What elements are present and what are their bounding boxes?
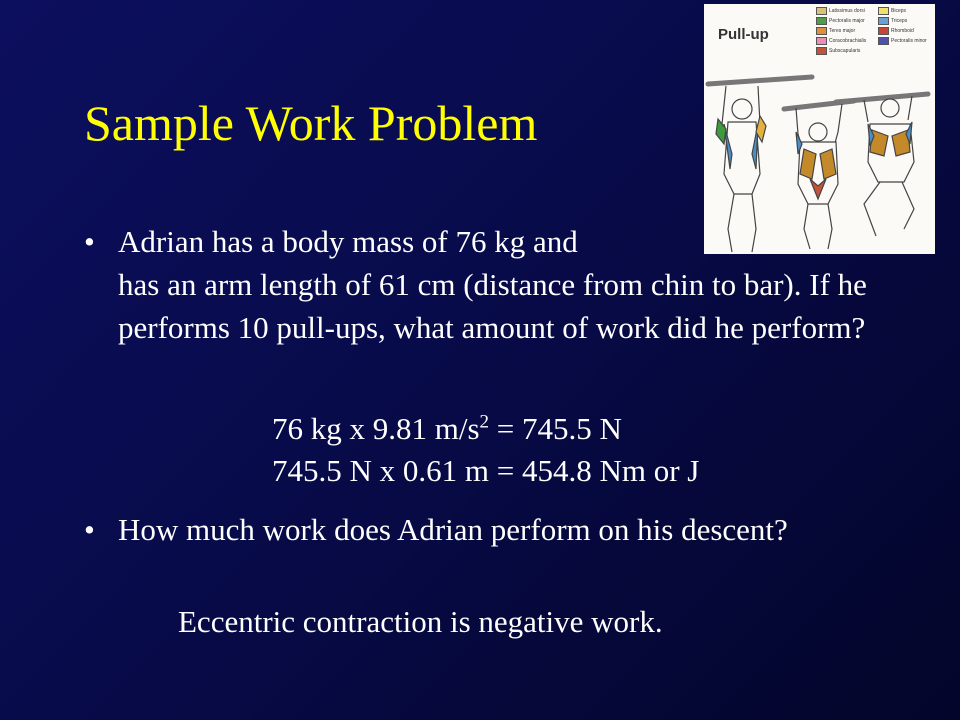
bullet-dot: •: [84, 512, 95, 547]
pull-up-bar: [836, 94, 928, 102]
calc-line-1: 76 kg x 9.81 $m/s^2 = 745.5$ N: [272, 411, 622, 446]
bullet-2-text: How much work does Adrian perform on his descent?: [118, 512, 788, 547]
pull-up-illustration: [704, 4, 935, 254]
slide-title: Sample Work Problem: [84, 95, 538, 151]
pull-up-figure: [704, 4, 935, 254]
legend-item: Subscapularis: [816, 46, 860, 55]
bullet-dot: •: [84, 224, 95, 259]
legend-item: Triceps: [878, 16, 907, 25]
legend-item: Pectoralis minor: [878, 36, 927, 45]
answer-text: Eccentric contraction is negative work.: [178, 604, 663, 639]
bullet-1-line-1: Adrian has a body mass of 76 kg and: [118, 224, 578, 259]
figure-title: Pull-up: [718, 26, 769, 43]
bullet-1-text: has an arm length of 61 cm (distance from chin to bar). If he performs 10 pull-ups, what amount of work did he perform?: [118, 267, 867, 345]
pull-up-bar: [708, 77, 812, 84]
legend-item: Pectoralis major: [816, 16, 865, 25]
exponent: 2: [479, 411, 490, 433]
legend-item: Rhomboid: [878, 26, 914, 35]
athlete-figure: [864, 96, 914, 236]
calc-line-2: 745.5 N x 0.61 m = 454.8 Nm or J: [272, 453, 700, 488]
legend-item: Teres major: [816, 26, 855, 35]
bullet-2: [84, 508, 864, 551]
athlete-figure: [716, 86, 766, 252]
legend-item: Coracobrachialis: [816, 36, 866, 45]
athlete-figure: [796, 104, 842, 249]
legend-item: Biceps: [878, 6, 906, 15]
legend-item: Latissimus dorsi: [816, 6, 865, 15]
calculation: [272, 408, 699, 492]
